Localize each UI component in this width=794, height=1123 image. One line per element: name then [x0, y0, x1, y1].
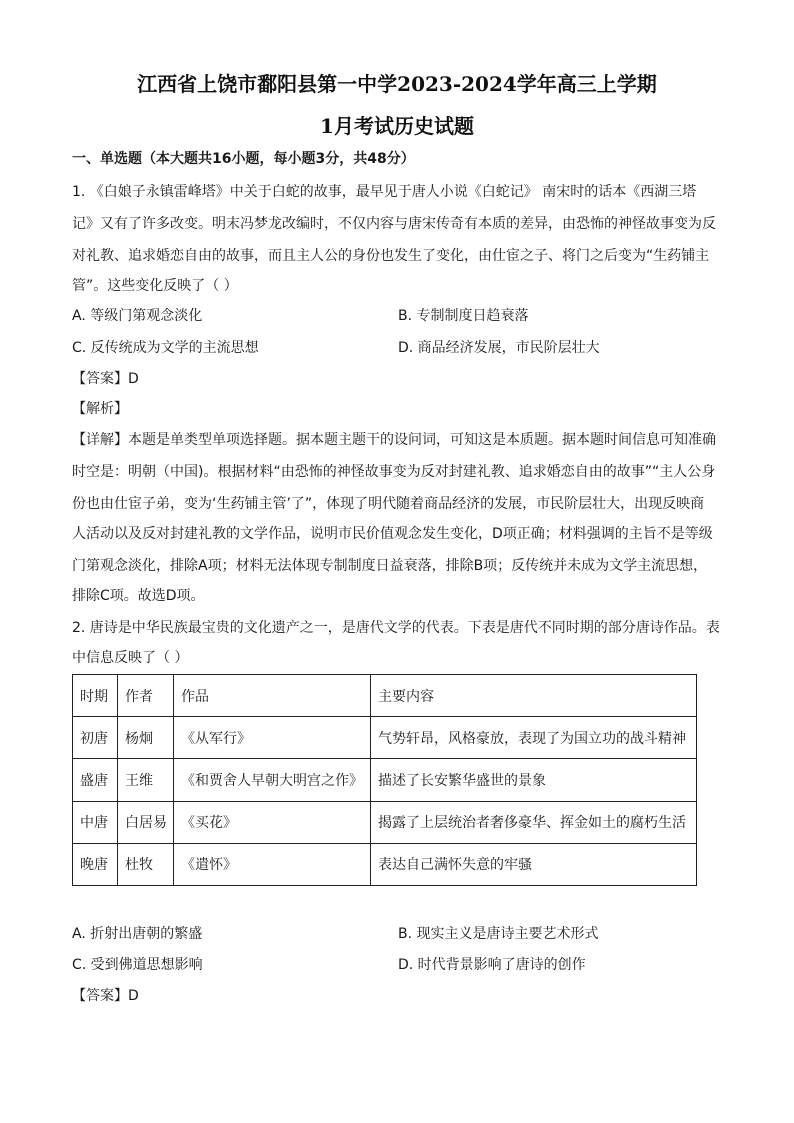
cell-author: 杜牧 — [118, 843, 174, 885]
header-author: 作者 — [118, 675, 174, 717]
q1-detail-line-6: 排除C项。故选D项。 — [72, 588, 205, 604]
q1-option-d: D. 商品经济发展，市民阶层壮大 — [398, 340, 600, 356]
q1-option-c: C. 反传统成为文学的主流思想 — [72, 340, 259, 356]
answer-value: D — [128, 988, 139, 1004]
cell-content: 表达自己满怀失意的牢骚 — [371, 843, 697, 885]
q1-detail-line-2: 时空是：明朝（中国)。根据材料“由恐怖的神怪故事变为反对封建礼教、追求婚恋自由的故事”“主人公身 — [72, 464, 716, 480]
q1-option-a: A. 等级门第观念淡化 — [72, 308, 203, 324]
cell-content: 气势轩昂，风格豪放，表现了为国立功的战斗精神 — [371, 717, 697, 759]
q1-detail-line-3: 份也由仕宦子弟，变为‘生药铺主管’了”，体现了明代随着商品经济的发展，市民阶层壮大，出现反映商 — [72, 496, 705, 512]
cell-period: 盛唐 — [73, 759, 118, 801]
q1-analysis-label: 【解析】 — [72, 401, 128, 417]
q1-detail-line-1: 【详解】本题是单类型单项选择题。据本题主题干的设问词，可知这是本质题。据本题时间信息可知准确 — [72, 432, 716, 448]
q1-answer — [72, 369, 139, 389]
table-row — [73, 759, 697, 801]
q2-stem-line-2: 中信息反映了（ ） — [72, 650, 189, 666]
cell-work: 《从军行》 — [174, 717, 371, 759]
cell-work: 《遣怀》 — [174, 843, 371, 885]
answer-value: D — [128, 371, 139, 387]
section-heading: 一、单选题（本大题共16小题，每小题3分，共48分） — [72, 151, 415, 167]
cell-period: 晚唐 — [73, 843, 118, 885]
answer-label: 【答案】 — [72, 371, 128, 387]
q1-stem-line-1: 1. 《白娘子永镇雷峰塔》中关于白蛇的故事，最早见于唐人小说《白蛇记》 南宋时的话本《西湖三塔 — [72, 184, 697, 200]
cell-content: 描述了长安繁华盛世的景象 — [371, 759, 697, 801]
answer-label: 【答案】 — [72, 988, 128, 1004]
q1-detail-line-5: 门第观念淡化，排除A项；材料无法体现专制制度日益衰落，排除B项；反传统并未成为文学主流思想， — [72, 558, 708, 574]
cell-period: 中唐 — [73, 801, 118, 843]
header-content: 主要内容 — [371, 675, 697, 717]
q1-option-b: B. 专制制度日趋衰落 — [398, 308, 529, 324]
cell-work: 《和贾舍人早朝大明宫之作》 — [174, 759, 371, 801]
table-row — [73, 801, 697, 843]
document-subtitle: 1月考试历史试题 — [320, 114, 474, 138]
q2-option-a: A. 折射出唐朝的繁盛 — [72, 926, 203, 942]
table-row — [73, 843, 697, 885]
table-row — [73, 717, 697, 759]
cell-content: 揭露了上层统治者奢侈豪华、挥金如土的腐朽生活 — [371, 801, 697, 843]
cell-author: 白居易 — [118, 801, 174, 843]
cell-author: 王维 — [118, 759, 174, 801]
cell-author: 杨炯 — [118, 717, 174, 759]
cell-work: 《买花》 — [174, 801, 371, 843]
q1-detail-line-4: 人活动以及反对封建礼教的文学作品，说明市民价值观念发生变化，D项正确；材料强调的主旨不是等级 — [72, 526, 713, 542]
q2-option-c: C. 受到佛道思想影响 — [72, 957, 203, 973]
q2-answer — [72, 986, 139, 1006]
q2-option-d: D. 时代背景影响了唐诗的创作 — [398, 957, 586, 973]
q1-stem-line-4: 管”。这些变化反映了（ ） — [72, 278, 238, 294]
header-work: 作品 — [174, 675, 371, 717]
q1-stem-line-3: 对礼教、追求婚恋自由的故事，而且主人公的身份也发生了变化，由仕宦之子、将门之后变为“生药铺主 — [72, 248, 710, 264]
tang-poems-table — [72, 674, 697, 886]
cell-period: 初唐 — [73, 717, 118, 759]
header-period: 时期 — [73, 675, 118, 717]
q2-stem-line-1: 2. 唐诗是中华民族最宝贵的文化遗产之一，是唐代文学的代表。下表是唐代不同时期的部分唐诗作品。表 — [72, 620, 720, 636]
document-title: 江西省上饶市鄱阳县第一中学2023-2024学年高三上学期 — [137, 72, 657, 96]
q2-option-b: B. 现实主义是唐诗主要艺术形式 — [398, 926, 599, 942]
q1-stem-line-2: 记》又有了许多改变。明末冯梦龙改编时，不仅内容与唐宋传奇有本质的差异，由恐怖的神怪故事变为反 — [72, 216, 716, 232]
table-header-row — [73, 675, 697, 717]
